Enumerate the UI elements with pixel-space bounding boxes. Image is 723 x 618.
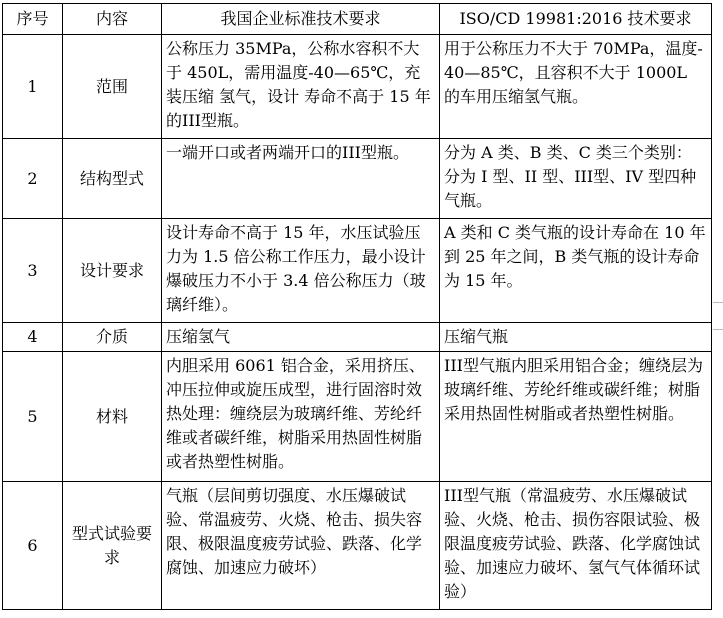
iso-requirement: 用于公称压力不大于 70MPa，温度-40—85℃，且容积不大于 1000L 的车用压缩氢气瓶。 [440, 35, 712, 139]
table-row [3, 139, 712, 219]
iso-requirement: A 类和 C 类气瓶的设计寿命在 10 年到 25 年之间，B 类气瓶的设计寿命为 15 年。 [440, 219, 712, 323]
page-edge-mark [713, 302, 723, 303]
cn-requirement: 气瓶（层间剪切强度、水压爆破试验、常温疲劳、火烧、枪击、损失容限、极限温度疲劳试验、跌落、化学腐蚀、加速应力破坏） [162, 482, 440, 610]
cn-requirement: 一端开口或者两端开口的III型瓶。 [162, 139, 440, 219]
row-topic: 结构型式 [63, 139, 162, 219]
row-topic: 设计要求 [63, 219, 162, 323]
row-topic: 材料 [63, 352, 162, 482]
row-number: 1 [3, 35, 63, 139]
cn-requirement: 压缩氢气 [162, 323, 440, 352]
row-number: 5 [3, 352, 63, 482]
table-row [3, 482, 712, 610]
header-no: 序号 [3, 4, 63, 35]
header-iso-standard: ISO/CD 19981:2016 技术要求 [440, 4, 712, 35]
cn-requirement: 设计寿命不高于 15 年，水压试验压力为 1.5 倍公称工作压力，最小设计爆破压力不小于 3.4 倍公称压力（玻璃纤维）。 [162, 219, 440, 323]
iso-requirement: 压缩气瓶 [440, 323, 712, 352]
iso-requirement: 分为 A 类、B 类、C 类三个类别：分为 I 型、II 型、III型、IV 型四种气瓶。 [440, 139, 712, 219]
row-number: 3 [3, 219, 63, 323]
header-topic: 内容 [63, 4, 162, 35]
cn-requirement: 公称压力 35MPa，公称水容积不大于 450L，需用温度-40—65℃，充装压缩 氢气，设计 寿命不高于 15 年的III型瓶。 [162, 35, 440, 139]
table-row [3, 219, 712, 323]
page-edge-mark [713, 329, 723, 330]
iso-requirement: III型气瓶（常温疲劳、水压爆破试验、火烧、枪击、损伤容限试验、极限温度疲劳试验、跌落、化学腐蚀试验、加速应力破坏、氢气气体循环试验） [440, 482, 712, 610]
table-row [3, 35, 712, 139]
row-number: 4 [3, 323, 63, 352]
iso-requirement: III型气瓶内胆采用铝合金；缠绕层为玻璃纤维、芳纶纤维或碳纤维；树脂采用热固性树脂或者热塑性树脂。 [440, 352, 712, 482]
header-row [3, 4, 712, 35]
comparison-table [2, 3, 712, 610]
header-cn-standard: 我国企业标准技术要求 [162, 4, 440, 35]
row-number: 6 [3, 482, 63, 610]
row-topic: 介质 [63, 323, 162, 352]
table-row [3, 352, 712, 482]
row-topic: 范围 [63, 35, 162, 139]
row-topic: 型式试验要求 [63, 482, 162, 610]
row-number: 2 [3, 139, 63, 219]
table-row [3, 323, 712, 352]
cn-requirement: 内胆采用 6061 铝合金，采用挤压、冲压拉伸或旋压成型，进行固溶时效热处理：缠绕层为玻璃纤维、芳纶纤维或者碳纤维，树脂采用热固性树脂或者热塑性树脂。 [162, 352, 440, 482]
